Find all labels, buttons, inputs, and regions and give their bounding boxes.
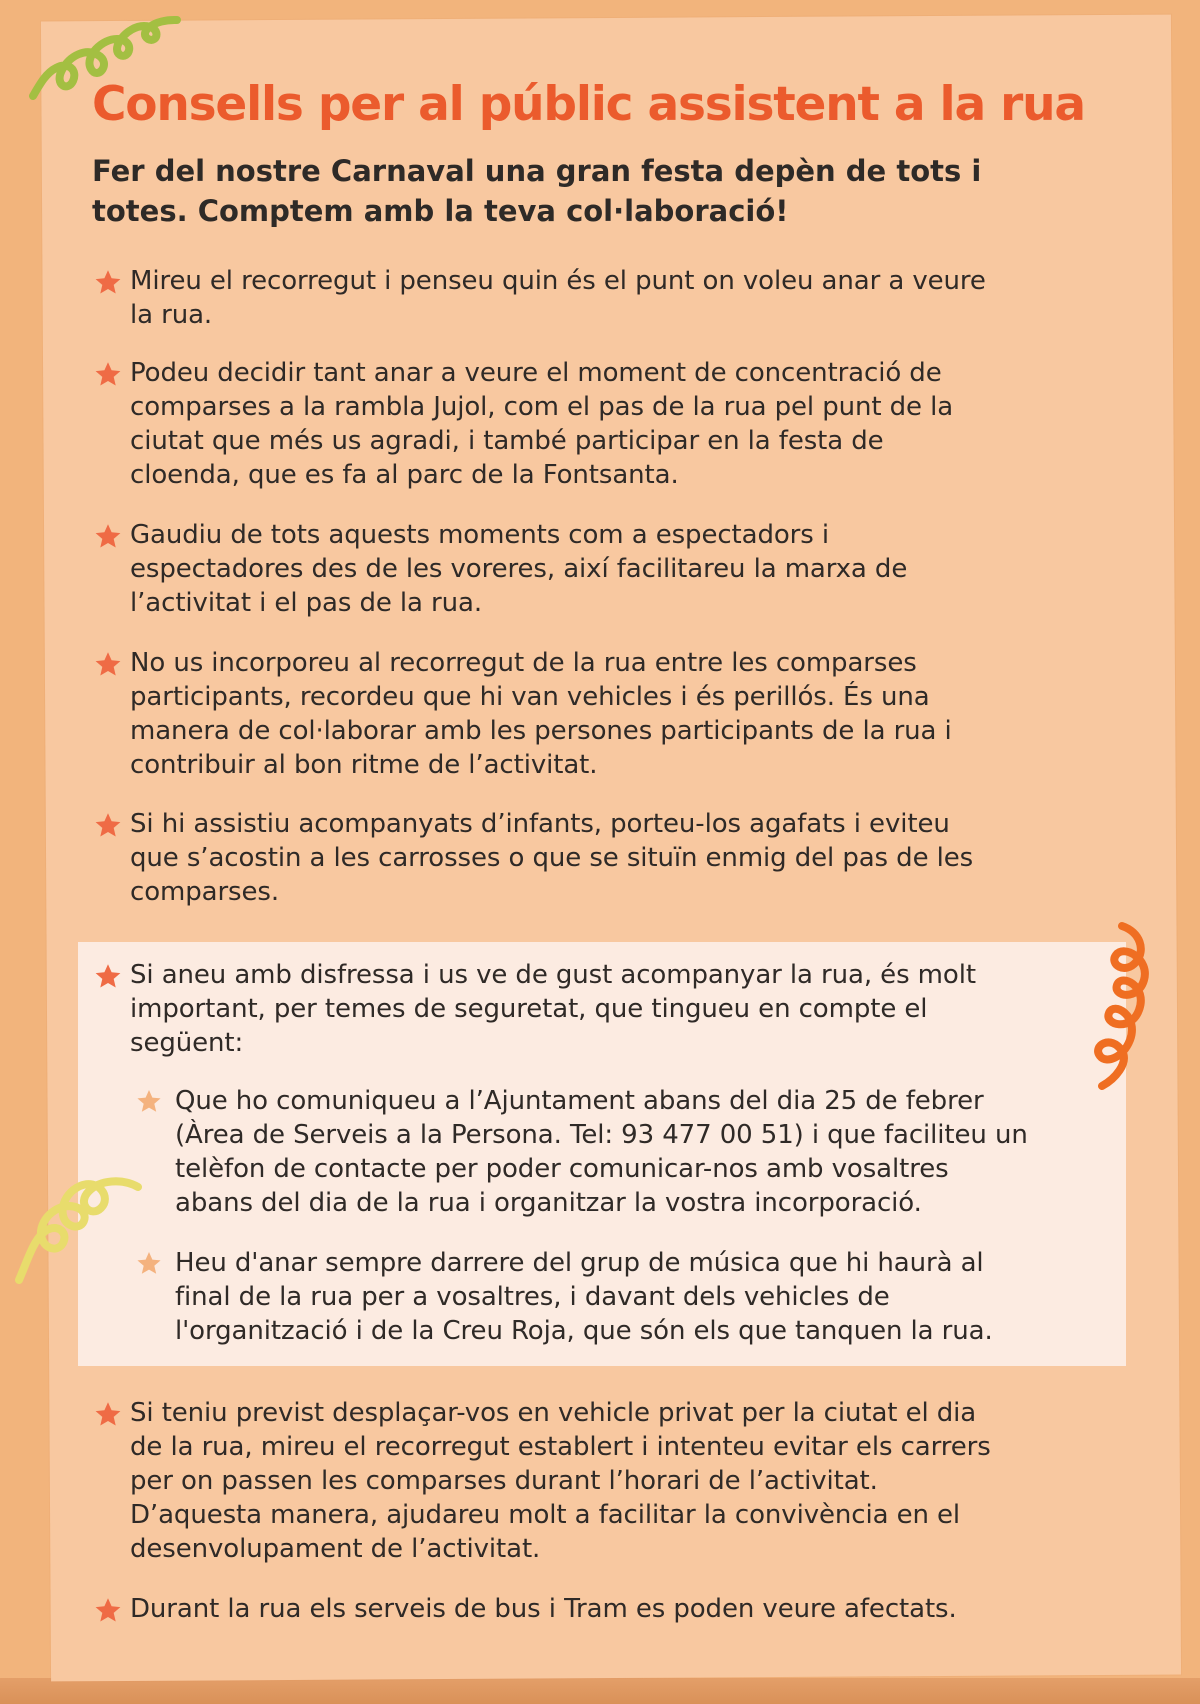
subtitle — [92, 151, 1082, 231]
highlight-sub-line: (Àrea de Serveis a la Persona. Tel: 93 477 00 51) i que faciliteu un — [175, 1120, 1028, 1150]
tip-line: contribuir al bon ritme de l’activitat. — [130, 750, 598, 780]
tip-text — [130, 356, 953, 492]
subtitle-line: totes. Comptem amb la teva col·laboració! — [92, 194, 789, 228]
tip-line: Si teniu previst desplaçar-vos en vehicle privat per la ciutat el dia — [130, 1398, 977, 1428]
tip-item — [92, 1396, 1117, 1566]
highlight-sub-line: abans del dia de la rua i organitzar la vostra incorporació. — [175, 1188, 922, 1218]
highlight-line: Si aneu amb disfressa i us ve de gust acompanyar la rua, és molt — [130, 960, 976, 990]
tip-line: cloenda, que es fa al parc de la Fontsanta. — [130, 460, 679, 490]
star-icon — [92, 1397, 130, 1431]
tip-item — [92, 807, 1117, 909]
tip-line: manera de col·laborar amb les persones participants de la rua i — [130, 716, 952, 746]
tip-text — [130, 646, 952, 782]
tip-line: per on passen les comparses durant l’horari de l’activitat. — [130, 1466, 878, 1496]
tip-line: No us incorporeu al recorregut de la rua entre les comparses — [130, 648, 917, 678]
highlight-intro — [92, 958, 1117, 1060]
tip-line: ciutat que més us agradi, i també participar en la festa de — [130, 426, 884, 456]
tip-item — [92, 518, 1117, 620]
tip-text — [130, 807, 973, 909]
highlight-sub-line: l'organització i de la Creu Roja, que són els que tanquen la rua. — [175, 1316, 993, 1346]
highlight-sub-line: Heu d'anar sempre darrere del grup de música que hi haurà al — [175, 1248, 984, 1278]
tip-item — [92, 1592, 1117, 1627]
highlight-sub-line: telèfon de contacte per poder comunicar-nos amb vosaltres — [175, 1154, 949, 1184]
tip-line: Si hi assistiu acompanyats d’infants, porteu-los agafats i eviteu — [130, 809, 950, 839]
highlight-text — [130, 958, 976, 1060]
tip-line: la rua. — [130, 300, 213, 330]
highlight-sub-text — [175, 1084, 1028, 1220]
tip-item — [92, 264, 1117, 332]
star-icon — [92, 808, 130, 842]
tip-line: comparses. — [130, 877, 280, 907]
tip-text — [130, 1592, 957, 1626]
tip-line: Podeu decidir tant anar a veure el moment de concentració de — [130, 358, 942, 388]
star-icon — [92, 519, 130, 553]
star-icon — [92, 647, 130, 681]
tip-line: participants, recordeu que hi van vehicles i és perillós. És una — [130, 682, 930, 712]
highlight-sub-line: Que ho comuniqueu a l’Ajuntament abans del dia 25 de febrer — [175, 1086, 984, 1116]
tip-line: desenvolupament de l’activitat. — [130, 1534, 541, 1564]
highlight-sub-item — [135, 1084, 1115, 1220]
subtitle-line: Fer del nostre Carnaval una gran festa depèn de tots i — [92, 154, 982, 188]
tip-line: Durant la rua els serveis de bus i Tram es poden veure afectats. — [130, 1594, 957, 1624]
star-icon — [92, 959, 130, 993]
tip-item — [92, 646, 1117, 782]
highlight-line: important, per temes de seguretat, que tingueu en compte el — [130, 994, 928, 1024]
tip-line: Gaudiu de tots aquests moments com a espectadors i — [130, 520, 829, 550]
tip-text — [130, 1396, 991, 1566]
highlight-sub-item — [135, 1246, 1115, 1348]
tip-line: D’aquesta manera, ajudareu molt a facilitar la convivència en el — [130, 1500, 961, 1530]
tip-line: que s’acostin a les carrosses o que se situïn enmig del pas de les — [130, 843, 974, 873]
tip-line: de la rua, mireu el recorregut establert i intenteu evitar els carrers — [130, 1432, 991, 1462]
tip-line: espectadores des de les voreres, així facilitareu la marxa de — [130, 554, 908, 584]
star-icon — [135, 1084, 175, 1118]
star-icon — [92, 1593, 130, 1627]
page-title: Consells per al públic assistent a la rua — [92, 77, 1085, 132]
tip-text — [130, 264, 986, 332]
highlight-line: següent: — [130, 1028, 244, 1058]
star-icon — [92, 265, 130, 299]
highlight-sub-text — [175, 1246, 993, 1348]
tip-line: comparses a la rambla Jujol, com el pas de la rua pel punt de la — [130, 392, 954, 422]
star-icon — [135, 1246, 175, 1280]
tip-text — [130, 518, 907, 620]
tip-line: Mireu el recorregut i penseu quin és el punt on voleu anar a veure — [130, 266, 986, 296]
star-icon — [92, 357, 130, 391]
tip-item — [92, 356, 1117, 492]
highlight-sub-line: final de la rua per a vosaltres, i davant dels vehicles de — [175, 1282, 890, 1312]
tip-line: l’activitat i el pas de la rua. — [130, 588, 483, 618]
